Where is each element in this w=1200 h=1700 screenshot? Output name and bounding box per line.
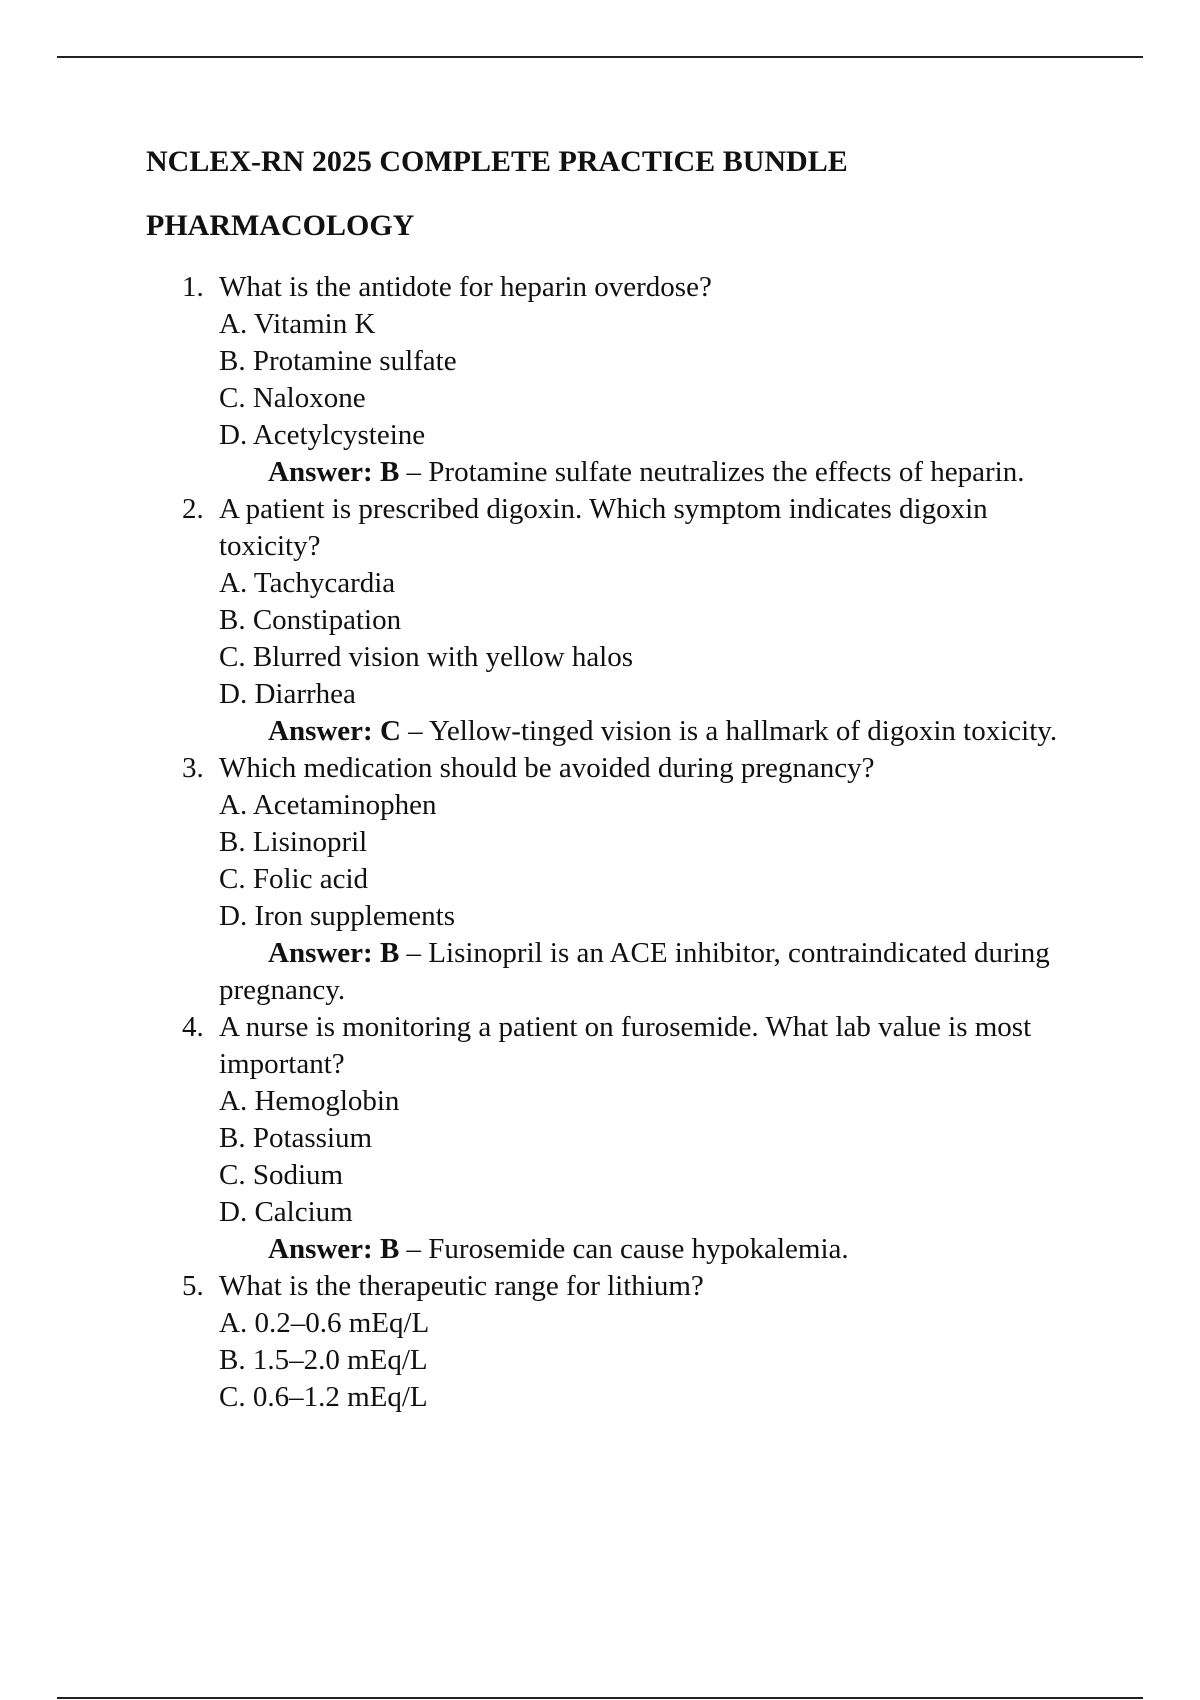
question-item bbox=[146, 1009, 1096, 1268]
answer-option: B. 1.5–2.0 mEq/L bbox=[219, 1344, 428, 1376]
question-text: What is the antidote for heparin overdose? bbox=[219, 271, 712, 303]
question-number: 2. bbox=[182, 493, 204, 525]
answer-letter: B bbox=[379, 1233, 400, 1265]
question-item bbox=[146, 1268, 1096, 1416]
answer-option: A. Vitamin K bbox=[219, 308, 376, 340]
question-number: 4. bbox=[182, 1011, 204, 1043]
question-text: Which medication should be avoided during pregnancy? bbox=[219, 752, 875, 784]
top-divider bbox=[57, 56, 1143, 58]
answer-explanation bbox=[219, 1231, 1096, 1268]
answer-option: C. Folic acid bbox=[219, 863, 369, 895]
answer-explanation bbox=[219, 713, 1096, 750]
answer-option: D. Calcium bbox=[219, 1196, 353, 1228]
question-text: A patient is prescribed digoxin. Which symptom indicates digoxin toxicity? bbox=[219, 493, 988, 562]
question-number: 5. bbox=[182, 1270, 204, 1302]
question-number: 3. bbox=[182, 752, 204, 784]
document-body bbox=[146, 142, 1096, 1416]
answer-option: D. Iron supplements bbox=[219, 900, 455, 932]
answer-option: A. Hemoglobin bbox=[219, 1085, 400, 1117]
question-text: What is the therapeutic range for lithium? bbox=[219, 1270, 704, 1302]
answer-option: A. Tachycardia bbox=[219, 567, 396, 599]
answer-option: B. Constipation bbox=[219, 604, 402, 636]
answer-option: A. 0.2–0.6 mEq/L bbox=[219, 1307, 430, 1339]
answer-option: D. Acetylcysteine bbox=[219, 419, 426, 451]
answer-option: C. 0.6–1.2 mEq/L bbox=[219, 1381, 428, 1413]
answer-option: A. Acetaminophen bbox=[219, 789, 437, 821]
answer-letter: C bbox=[379, 715, 401, 747]
answer-rationale: – Furosemide can cause hypokalemia. bbox=[399, 1233, 849, 1265]
answer-option: C. Blurred vision with yellow halos bbox=[219, 641, 634, 673]
answer-label: Answer: bbox=[268, 715, 373, 747]
answer-explanation bbox=[219, 935, 1096, 1009]
document-title: NCLEX-RN 2025 COMPLETE PRACTICE BUNDLE bbox=[146, 145, 848, 178]
answer-option: C. Naloxone bbox=[219, 382, 366, 414]
answer-label: Answer: bbox=[268, 937, 373, 969]
answer-explanation bbox=[219, 454, 1096, 491]
section-title: PHARMACOLOGY bbox=[146, 209, 415, 242]
answer-option: B. Protamine sulfate bbox=[219, 345, 457, 377]
answer-option: B. Lisinopril bbox=[219, 826, 368, 858]
answer-letter: B bbox=[379, 937, 400, 969]
question-list bbox=[146, 269, 1096, 1416]
question-number: 1. bbox=[182, 271, 204, 303]
question-item bbox=[146, 491, 1096, 750]
answer-rationale: – Lisinopril is an ACE inhibitor, contraindicated during pregnancy. bbox=[219, 937, 1050, 1006]
question-item bbox=[146, 750, 1096, 1009]
answer-letter: B bbox=[379, 456, 400, 488]
answer-label: Answer: bbox=[268, 456, 373, 488]
answer-option: B. Potassium bbox=[219, 1122, 373, 1154]
answer-rationale: – Protamine sulfate neutralizes the effects of heparin. bbox=[399, 456, 1025, 488]
bottom-divider bbox=[57, 1697, 1143, 1699]
answer-label: Answer: bbox=[268, 1233, 373, 1265]
answer-option: C. Sodium bbox=[219, 1159, 344, 1191]
answer-rationale: – Yellow-tinged vision is a hallmark of digoxin toxicity. bbox=[400, 715, 1058, 747]
question-item bbox=[146, 269, 1096, 491]
answer-option: D. Diarrhea bbox=[219, 678, 356, 710]
question-text: A nurse is monitoring a patient on furosemide. What lab value is most important? bbox=[219, 1011, 1032, 1080]
